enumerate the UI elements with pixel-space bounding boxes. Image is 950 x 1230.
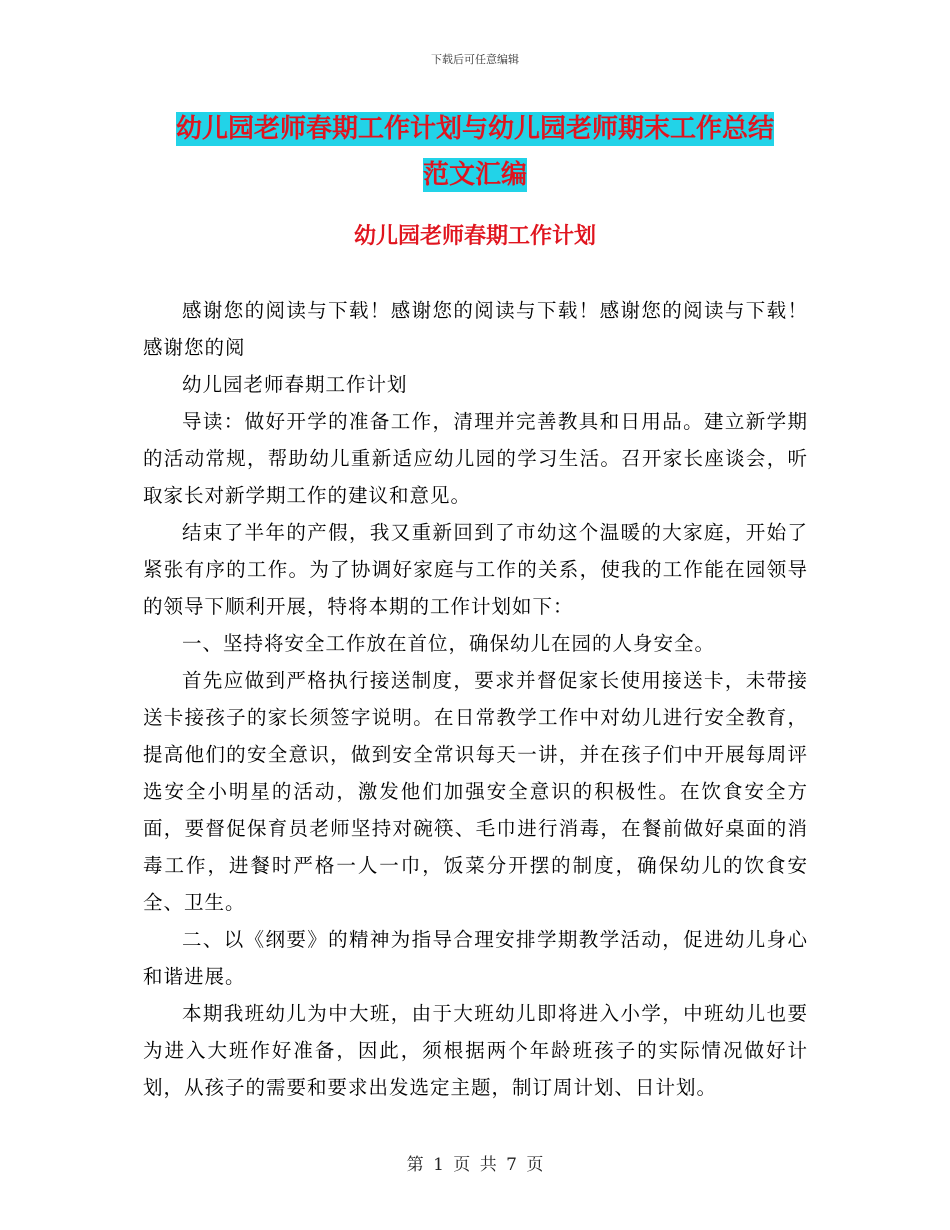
paragraph: 本期我班幼儿为中大班，由于大班幼儿即将进入小学，中班幼儿也要为进入大班作好准备，因此，须根据两个年龄班孩子的实际情况做好计划，从孩子的需要和要求出发选定主题，制订周计划、日计划。 [143,1002,808,1099]
document-title [135,106,815,198]
paragraph: 首先应做到严格执行接送制度，要求并督促家长使用接送卡，未带接送卡接孩子的家长须签字说明。在日常教学工作中对幼儿进行安全教育，提高他们的安全意识，做到安全常识每天一讲，并在孩子们中开展每周评选安全小明星的活动，激发他们加强安全意识的积极性。在饮食安全方面，要督促保育员老师坚持对碗筷、毛巾进行消毒，在餐前做好桌面的消毒工作，进餐时严格一人一巾，饭菜分开摆的制度，确保幼儿的饮食安全、卫生。 [143,669,808,914]
paragraph: 感谢您的阅读与下载！感谢您的阅读与下载！感谢您的阅读与下载！感谢您的阅 [143,299,808,359]
paragraph: 二、以《纲要》的精神为指导合理安排学期教学活动，促进幼儿身心和谐进展。 [143,928,808,988]
page-number: 第 1 页 共 7 页 [406,1155,544,1175]
document-title-line2: 范文汇编 [422,160,527,190]
paragraph: 导读：做好开学的准备工作，清理并完善教具和日用品。建立新学期的活动常规，帮助幼儿重新适应幼儿园的学习生活。召开家长座谈会，听取家长对新学期工作的建议和意见。 [143,410,808,507]
paragraph: 一、坚持将安全工作放在首位，确保幼儿在园的人身安全。 [182,632,716,655]
section-title: 幼儿园老师春期工作计划 [353,224,596,249]
page-header-note: 下载后可任意编辑 [431,53,519,66]
document-body [143,292,808,1106]
paragraph: 幼儿园老师春期工作计划 [182,373,408,396]
paragraph: 结束了半年的产假，我又重新回到了市幼这个温暖的大家庭，开始了紧张有序的工作。为了协调好家庭与工作的关系，使我的工作能在园领导的领导下顺利开展，特将本期的工作计划如下： [143,521,808,618]
document-title-line1: 幼儿园老师春期工作计划与幼儿园老师期末工作总结 [175,114,774,144]
